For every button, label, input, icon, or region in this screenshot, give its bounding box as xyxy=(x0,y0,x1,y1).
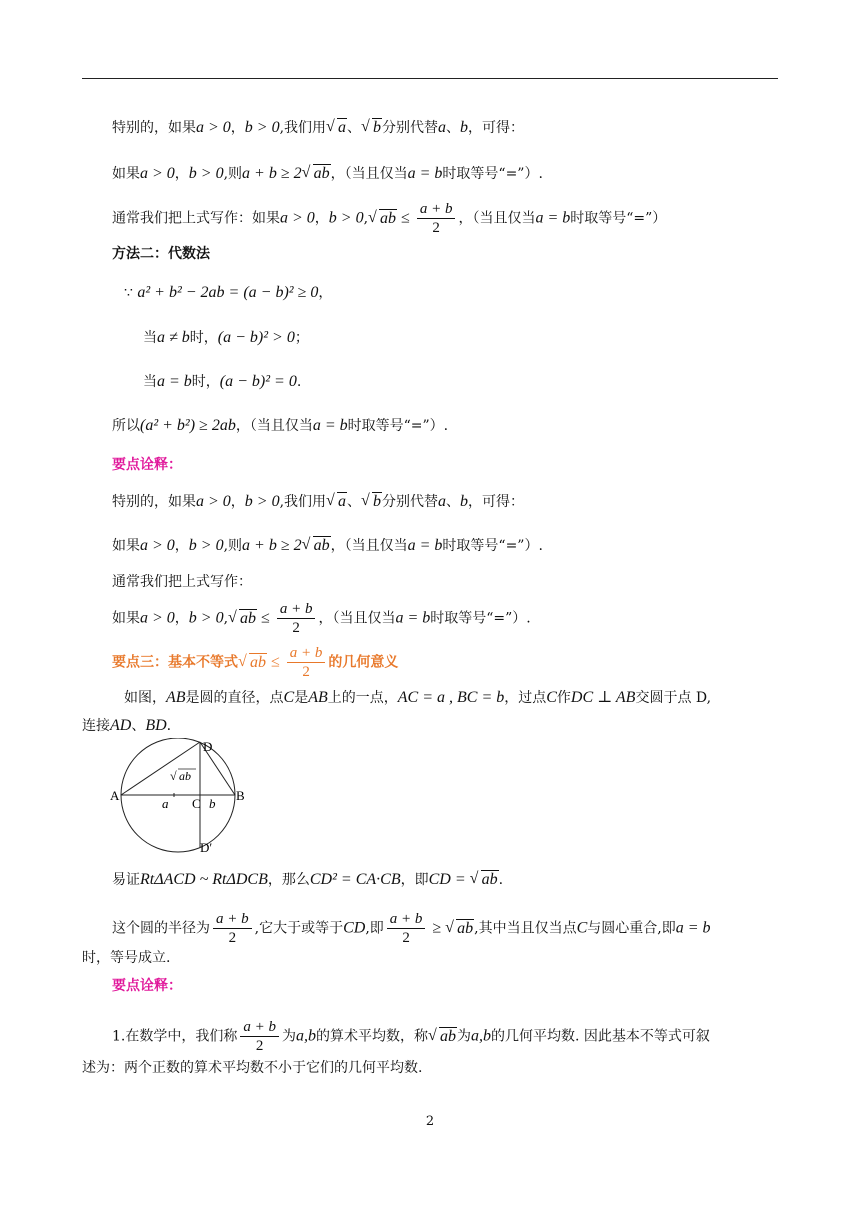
text: ， xyxy=(230,120,245,136)
text: ,则 xyxy=(223,166,243,182)
denominator: 2 xyxy=(292,620,300,636)
math: a > 0 xyxy=(196,119,231,136)
text: ，即 xyxy=(400,872,429,888)
text-line xyxy=(124,283,332,303)
text: ，可得： xyxy=(468,494,525,510)
text: 这个圆的半径为 xyxy=(112,920,210,937)
math: a xyxy=(338,119,347,136)
label-c-point: C xyxy=(192,796,201,811)
math: a = b xyxy=(407,165,443,182)
text: 当 xyxy=(143,374,157,390)
text: 上的一点， xyxy=(327,690,398,706)
denominator: 2 xyxy=(402,930,410,946)
math: C xyxy=(576,919,588,937)
numerator: a + b xyxy=(277,600,316,619)
numerator: a + b xyxy=(287,644,326,663)
fraction xyxy=(240,1018,279,1055)
text: 分别代替 xyxy=(382,120,439,136)
math: ≤ xyxy=(397,209,414,227)
text: 、 xyxy=(131,718,146,734)
text-line xyxy=(112,492,524,512)
text: 所以 xyxy=(112,418,140,434)
math: b > 0 xyxy=(188,165,224,182)
text-line xyxy=(112,416,448,436)
fraction xyxy=(387,910,426,947)
text: . xyxy=(296,374,302,390)
denominator: 2 xyxy=(302,664,310,680)
fraction xyxy=(277,600,316,637)
text: 时取等号“=”）. xyxy=(430,610,531,627)
math: b xyxy=(460,119,469,136)
sqrt xyxy=(302,164,331,184)
math: a > 0 xyxy=(140,165,175,182)
text: 的算术平均数，称 xyxy=(315,1028,428,1045)
math: ab xyxy=(439,1027,456,1045)
math: BD xyxy=(145,717,167,734)
math: a = b xyxy=(395,609,431,627)
label-a-point: A xyxy=(110,788,120,803)
text: ,它大于或等于 xyxy=(254,920,344,937)
math: ≥ xyxy=(428,919,446,937)
text: ， xyxy=(230,494,245,510)
text: 与圆心重合,即 xyxy=(587,920,676,937)
math: RtΔACD ~ RtΔDCB xyxy=(140,871,268,888)
math: a = b xyxy=(157,373,192,390)
math: b xyxy=(373,493,382,510)
sqrt xyxy=(445,919,474,939)
text: 、 xyxy=(446,120,461,136)
text: ，（当且仅当 xyxy=(318,610,396,627)
sqrt xyxy=(326,118,347,138)
math: b > 0 xyxy=(244,119,280,136)
math: b > 0 xyxy=(188,609,224,627)
text: 特别的，如果 xyxy=(112,494,196,510)
math: CD² = CA·CB xyxy=(309,871,401,888)
numerator: a + b xyxy=(417,200,456,219)
fraction xyxy=(417,200,456,237)
text: ，（当且仅当 xyxy=(235,418,313,434)
text: 当 xyxy=(143,330,157,346)
math: a + b ≥ 2 xyxy=(242,537,302,554)
math: ab xyxy=(240,609,257,627)
math: (a² + b²) ≥ 2ab xyxy=(140,417,236,434)
text: 如果 xyxy=(112,538,140,554)
text: 的几何意义 xyxy=(328,654,399,671)
sqrt xyxy=(428,1027,457,1047)
sqrt xyxy=(326,492,347,512)
text-line xyxy=(143,328,309,348)
label-b-length: b xyxy=(209,796,216,811)
text: ， xyxy=(174,538,189,554)
text-line xyxy=(112,910,711,947)
label-sqrt-ab: ab xyxy=(179,769,191,783)
math: ≤ xyxy=(267,653,284,671)
fraction xyxy=(287,644,326,681)
text-line xyxy=(112,600,531,637)
sqrt xyxy=(368,209,397,229)
text: 要点三：基本不等式 xyxy=(112,654,238,671)
math: AB xyxy=(308,689,328,706)
denominator: 2 xyxy=(255,1038,264,1054)
numerator: a + b xyxy=(213,910,252,929)
math: (a − b)² > 0 xyxy=(217,329,295,346)
text: 时取等号“=”） xyxy=(570,210,667,227)
math: CD xyxy=(343,919,366,937)
text: ，可得： xyxy=(468,120,525,136)
text-line xyxy=(112,164,543,184)
text-line: 通常我们把上式写作： xyxy=(112,574,252,590)
text: 的几何平均数. 因此基本不等式可叙 xyxy=(490,1028,710,1045)
text: , xyxy=(363,210,369,227)
text: ,其中当且仅当点 xyxy=(474,920,577,937)
math: DC ⊥ AB xyxy=(570,689,636,706)
fraction xyxy=(213,910,252,947)
text: ， xyxy=(174,166,189,182)
math: ab xyxy=(380,209,397,227)
text-line xyxy=(112,118,524,138)
math: a ≠ b xyxy=(157,329,190,346)
denominator: 2 xyxy=(432,220,440,236)
math: C xyxy=(283,689,295,706)
text: 如果 xyxy=(112,166,140,182)
math: CD = xyxy=(428,871,470,888)
text: 分别代替 xyxy=(382,494,439,510)
label-d-prime-point: D′ xyxy=(200,840,213,855)
math: a xyxy=(438,119,447,136)
math: a > 0 xyxy=(140,537,175,554)
text: ，（当且仅当 xyxy=(330,538,408,554)
math: AC = a , BC = b xyxy=(397,689,505,706)
text: 时取等号“=”）. xyxy=(442,538,543,554)
text: ,我们用 xyxy=(279,120,327,136)
math: C xyxy=(546,689,557,706)
math: ≤ xyxy=(257,609,274,627)
text: ,我们用 xyxy=(279,494,327,510)
text-line xyxy=(112,200,666,237)
label-a-length: a xyxy=(162,796,169,811)
text: ， xyxy=(314,210,329,227)
text-line xyxy=(112,536,543,556)
sqrt xyxy=(361,492,382,512)
sqrt xyxy=(302,536,331,556)
text: 连接 xyxy=(82,718,110,734)
math: b > 0 xyxy=(244,493,280,510)
text: 交圆于点 D, xyxy=(635,690,712,706)
note-heading: 要点诠释： xyxy=(112,457,182,473)
math: b > 0 xyxy=(188,537,224,554)
page-number: 2 xyxy=(425,1114,435,1129)
note-heading: 要点诠释： xyxy=(112,978,182,994)
circle-diagram xyxy=(108,738,253,856)
text: ,即 xyxy=(365,920,384,937)
text: . xyxy=(166,718,172,734)
math: a = b xyxy=(312,417,348,434)
text: 1.在数学中，我们称 xyxy=(112,1028,238,1045)
text: 如果 xyxy=(112,610,140,627)
section-heading xyxy=(112,644,398,681)
math: a > 0 xyxy=(140,609,175,627)
math: AB xyxy=(166,689,186,706)
sqrt xyxy=(228,609,257,629)
math: b xyxy=(460,493,469,510)
sqrt xyxy=(470,870,499,890)
text-line xyxy=(112,870,503,890)
label-b-point: B xyxy=(236,788,245,803)
text: 时取等号“=”）. xyxy=(442,166,543,182)
numerator: a + b xyxy=(387,910,426,929)
numerator: a + b xyxy=(240,1018,279,1037)
math: a,b xyxy=(295,1027,316,1045)
label-d-point: D xyxy=(203,739,213,754)
math: ab xyxy=(313,537,330,554)
math: b xyxy=(373,119,382,136)
text: ； xyxy=(294,330,309,346)
text: 是 xyxy=(294,690,309,706)
text: ,则 xyxy=(223,538,243,554)
text: 易证 xyxy=(112,872,140,888)
text: ，那么 xyxy=(267,872,310,888)
text: 特别的，如果 xyxy=(112,120,196,136)
text-line: 述为：两个正数的算术平均数不小于它们的几何平均数. xyxy=(82,1060,423,1076)
header-rule xyxy=(82,78,778,79)
text-line xyxy=(143,372,301,392)
text: 、 xyxy=(446,494,461,510)
math: a > 0 xyxy=(196,493,231,510)
text: 时， xyxy=(191,374,220,390)
label-sqrt-symbol: √ xyxy=(170,769,177,783)
math: a > 0 xyxy=(280,209,315,227)
text: ，（当且仅当 xyxy=(330,166,408,182)
text-line xyxy=(124,688,711,708)
math: (a − b)² = 0 xyxy=(219,373,297,390)
sqrt xyxy=(238,653,267,673)
text: ， xyxy=(174,610,189,627)
section-heading: 方法二：代数法 xyxy=(112,246,210,262)
text-line xyxy=(112,1018,710,1055)
math: ab xyxy=(457,919,474,937)
text: 通常我们把上式写作：如果 xyxy=(112,210,280,227)
text: ∵ xyxy=(124,285,138,301)
text: , xyxy=(223,610,229,627)
text: 时， xyxy=(189,330,218,346)
math: a + b ≥ 2 xyxy=(242,165,302,182)
text: 作 xyxy=(556,690,571,706)
math: a,b xyxy=(470,1027,491,1045)
math: a xyxy=(338,493,347,510)
text: ，过点 xyxy=(504,690,547,706)
math: ab xyxy=(313,165,330,182)
denominator: 2 xyxy=(228,930,237,946)
text: ， xyxy=(318,285,333,301)
math: b > 0 xyxy=(328,209,364,227)
text: 为 xyxy=(456,1028,471,1045)
text-line: 时，等号成立. xyxy=(82,950,171,966)
sqrt xyxy=(361,118,382,138)
text-line xyxy=(82,716,171,736)
math: a xyxy=(438,493,447,510)
text: 、 xyxy=(347,120,362,136)
math: a = b xyxy=(535,209,571,227)
text: 、 xyxy=(347,494,362,510)
text: ，（当且仅当 xyxy=(458,210,536,227)
text: 如图， xyxy=(124,690,166,706)
math: a = b xyxy=(407,537,443,554)
text: 是圆的直径，点 xyxy=(185,690,284,706)
text: 时取等号“=”）. xyxy=(347,418,449,434)
math: a² + b² − 2ab = (a − b)² ≥ 0 xyxy=(137,284,319,301)
math: a = b xyxy=(675,919,711,937)
math: ab xyxy=(250,653,266,671)
text: 为 xyxy=(281,1028,296,1045)
text: . xyxy=(498,872,504,888)
math: AD xyxy=(110,717,132,734)
math: ab xyxy=(481,871,498,888)
